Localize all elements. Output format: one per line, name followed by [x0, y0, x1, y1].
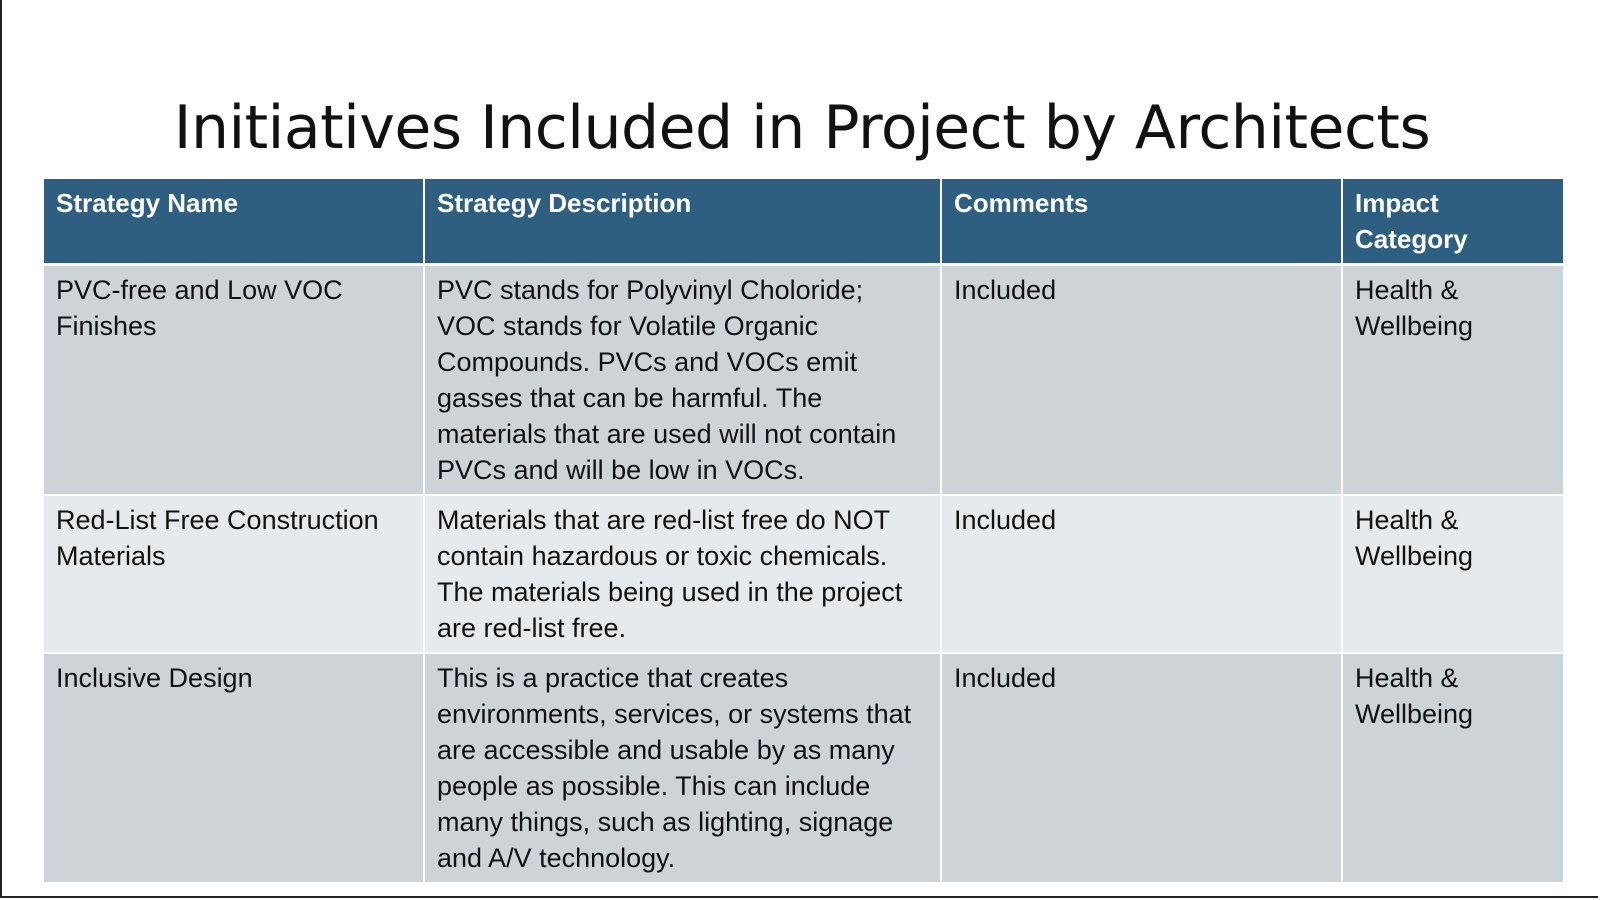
table-row [44, 265, 1563, 496]
header-comments: Comments [941, 179, 1342, 265]
cell-comments: Included [941, 265, 1342, 496]
table-header-row [44, 179, 1563, 265]
cell-impact-category: Health & Wellbeing [1342, 495, 1563, 653]
cell-strategy-description: This is a practice that creates environments, services, or systems that are accessible and usable by as many people as possible. This can include many things, such as lighting, signage and A/V technology. [424, 653, 941, 883]
strategy-table [44, 179, 1563, 884]
header-strategy-name: Strategy Name [44, 179, 424, 265]
cell-strategy-description: Materials that are red-list free do NOT contain hazardous or toxic chemicals. The materials being used in the project are red-list free. [424, 495, 941, 653]
cell-strategy-description: PVC stands for Polyvinyl Choloride; VOC stands for Volatile Organic Compounds. PVCs and VOCs emit gasses that can be harmful. The materials that are used will not contain PVCs and will be low in VOCs. [424, 265, 941, 496]
table-row [44, 653, 1563, 883]
cell-comments: Included [941, 495, 1342, 653]
cell-strategy-name: PVC-free and Low VOC Finishes [44, 265, 424, 496]
header-strategy-description: Strategy Description [424, 179, 941, 265]
cell-comments: Included [941, 653, 1342, 883]
cell-strategy-name: Red-List Free Construction Materials [44, 495, 424, 653]
table-row [44, 495, 1563, 653]
cell-impact-category: Health & Wellbeing [1342, 265, 1563, 496]
slide-title: Initiatives Included in Project by Architects [173, 93, 1431, 163]
cell-strategy-name: Inclusive Design [44, 653, 424, 883]
cell-impact-category: Health & Wellbeing [1342, 653, 1563, 883]
header-impact-category: Impact Category [1342, 179, 1563, 265]
